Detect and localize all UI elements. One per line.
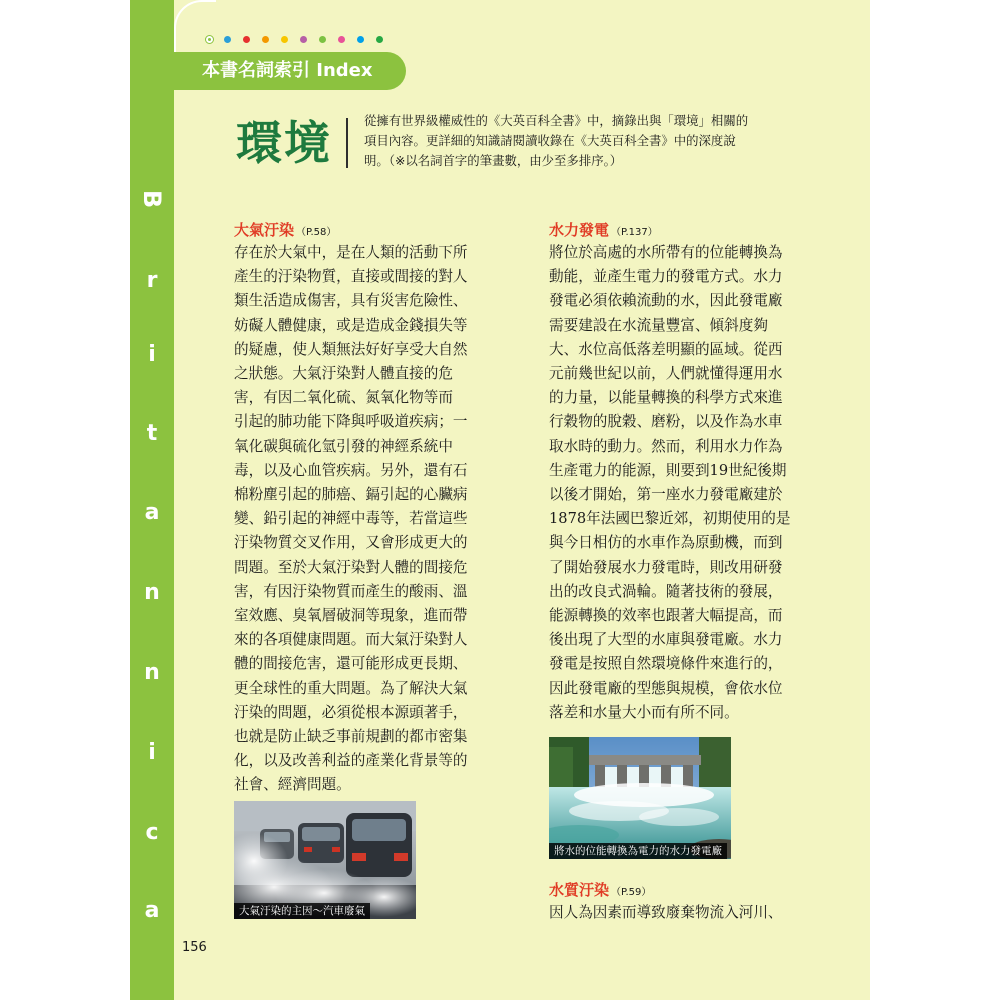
page-number: 156 [182, 940, 207, 955]
body-line: 毒，以及心血管疾病。另外，還有石 [234, 461, 468, 479]
intro-text [364, 111, 774, 171]
color-dot [319, 36, 326, 43]
color-dot [224, 36, 231, 43]
spine-letter: B [138, 189, 166, 209]
body-line: 問題。至於大氣汙染對人體的間接危 [234, 558, 468, 576]
body-line: 產生的汙染物質，直接或間接的對人 [234, 268, 468, 286]
spine-letter: t [146, 421, 158, 446]
body-line: 室效應、臭氧層破洞等現象，進而帶 [234, 607, 468, 625]
body-line: 需要建設在水流量豐富、傾斜度夠 [549, 316, 768, 334]
spine-letter: a [144, 898, 160, 923]
body-line: 發電是按照自然環境條件來進行的， [549, 655, 783, 673]
body-line: 後出現了大型的水庫與發電廠。水力 [549, 631, 783, 649]
entry-page-ref: （P.58） [296, 227, 337, 238]
body-line: 化，以及改善利益的產業化背景等的 [234, 752, 468, 770]
body-line: 的力量，以能量轉換的科學方式來進 [549, 389, 783, 407]
body-line: 體的間接危害，還可能形成更長期、 [234, 655, 468, 673]
body-line: 與今日相仿的水車作為原動機，而到 [549, 534, 783, 552]
color-dot [281, 36, 288, 43]
entry-title-text: 大氣汙染 [234, 221, 295, 239]
body-line: 以後才開始，第一座水力發電廠建於 [549, 486, 783, 504]
entry-page-ref: （P.59） [611, 887, 652, 898]
body-line: 大、水位高低落差明顯的區域。從西 [549, 340, 783, 358]
spine-letter: n [144, 660, 160, 685]
color-dot [338, 36, 345, 43]
index-tab-label: 本書名詞索引 Index [202, 60, 373, 81]
color-dot [262, 36, 269, 43]
body-line: 因此發電廠的型態與規模，會依水位 [549, 679, 783, 697]
body-line: 社會、經濟問題。 [234, 776, 351, 794]
body-line: 汙染物質交叉作用，又會形成更大的 [234, 534, 468, 552]
hydropower-illustration [549, 737, 731, 859]
body-line: 存在於大氣中，是在人類的活動下所 [234, 244, 468, 261]
spine-letter: i [148, 342, 156, 367]
body-line: 妨礙人體健康，或是造成金錢損失等 [234, 316, 468, 334]
body-line: 1878年法國巴黎近郊，初期使用的是 [549, 510, 791, 528]
entry-body-hydropower [549, 241, 790, 725]
color-dot [243, 36, 250, 43]
title-divider [346, 118, 348, 168]
body-line: 更全球性的重大問題。為了解決大氣 [234, 679, 468, 697]
body-line: 之狀態。大氣汙染對人體直接的危 [234, 365, 453, 383]
entry-title-air-pollution [234, 219, 336, 240]
body-line: 汙染的問題，必須從根本源頭著手， [234, 703, 468, 721]
body-line: 也就是防止缺乏事前規劃的都市密集 [234, 728, 468, 746]
body-line: 的疑慮，使人類無法好好享受大自然 [234, 340, 468, 358]
photo-caption: 大氣汙染的主因～汽車廢氣 [234, 903, 370, 919]
body-line: 害，有因二氧化硫、氮氧化物等而 [234, 389, 453, 407]
entry-body-water-pollution [549, 901, 783, 925]
color-dot [300, 36, 307, 43]
body-line: 將位於高處的水所帶有的位能轉換為 [549, 244, 783, 261]
spine-letter: r [146, 268, 158, 293]
body-line: 動能，並產生電力的發電方式。水力 [549, 268, 783, 286]
body-line: 元前幾世紀以前，人們就懂得運用水 [549, 365, 783, 383]
spine-letter: i [148, 740, 156, 765]
entry-page-ref: （P.137） [611, 227, 658, 238]
body-line: 棉粉塵引起的肺癌、鎘引起的心臟病 [234, 486, 468, 504]
body-line: 落差和水量大小而有所不同。 [549, 703, 739, 721]
color-dot [357, 36, 364, 43]
entry-title-text: 水力發電 [549, 221, 610, 239]
body-line: 引起的肺功能下降與呼吸道疾病；一 [234, 413, 468, 431]
body-line: 了開始發展水力發電時，則改用研發 [549, 558, 783, 576]
intro-line: 項目內容。更詳細的知識請閱讀收錄在《大英百科全書》中的深度說 [364, 133, 736, 148]
spine-letter: a [144, 500, 160, 525]
body-line: 來的各項健康問題。而大氣汙染對人 [234, 631, 468, 649]
intro-line: 明。（※以名詞首字的筆畫數，由少至多排序。） [364, 153, 623, 168]
entry-title-water-pollution [549, 879, 651, 900]
header-arc-decoration [174, 0, 216, 58]
intro-line: 從擁有世界級權威性的《大英百科全書》中，摘錄出與「環境」相關的 [364, 113, 749, 128]
body-line: 類生活造成傷害，具有災害危險性、 [234, 292, 468, 310]
body-line: 氧化碳與硫化氫引發的神經系統中 [234, 437, 453, 455]
body-line: 害，有因汙染物質而產生的酸雨、溫 [234, 582, 468, 600]
body-line: 行穀物的脫穀、磨粉，以及作為水車 [549, 413, 783, 431]
body-line: 能源轉換的效率也跟著大幅提高，而 [549, 607, 783, 625]
spine-letter: n [144, 580, 160, 605]
entry-body-air-pollution [234, 241, 468, 798]
hydropower-photo [549, 737, 731, 859]
page-title: 環境 [236, 116, 332, 170]
car-exhaust-illustration [234, 801, 416, 919]
body-line: 出的改良式渦輪。隨著技術的發展， [549, 582, 783, 600]
color-dot [205, 35, 214, 44]
photo-caption: 將水的位能轉換為電力的水力發電廠 [549, 843, 727, 859]
color-dot [376, 36, 383, 43]
body-line: 發電必須依賴流動的水，因此發電廠 [549, 292, 783, 310]
body-line: 因人為因素而導致廢棄物流入河川、 [549, 904, 783, 921]
spine-letter: c [145, 820, 159, 845]
entry-title-text: 水質汙染 [549, 881, 610, 899]
body-line: 變、鉛引起的神經中毒等，若當這些 [234, 510, 468, 528]
entry-title-hydropower [549, 219, 658, 240]
body-line: 生產電力的能源，則要到19世紀後期 [549, 461, 787, 479]
body-line: 取水時的動力。然而，利用水力作為 [549, 437, 783, 455]
spine-band [130, 0, 174, 1000]
car-exhaust-photo [234, 801, 416, 919]
